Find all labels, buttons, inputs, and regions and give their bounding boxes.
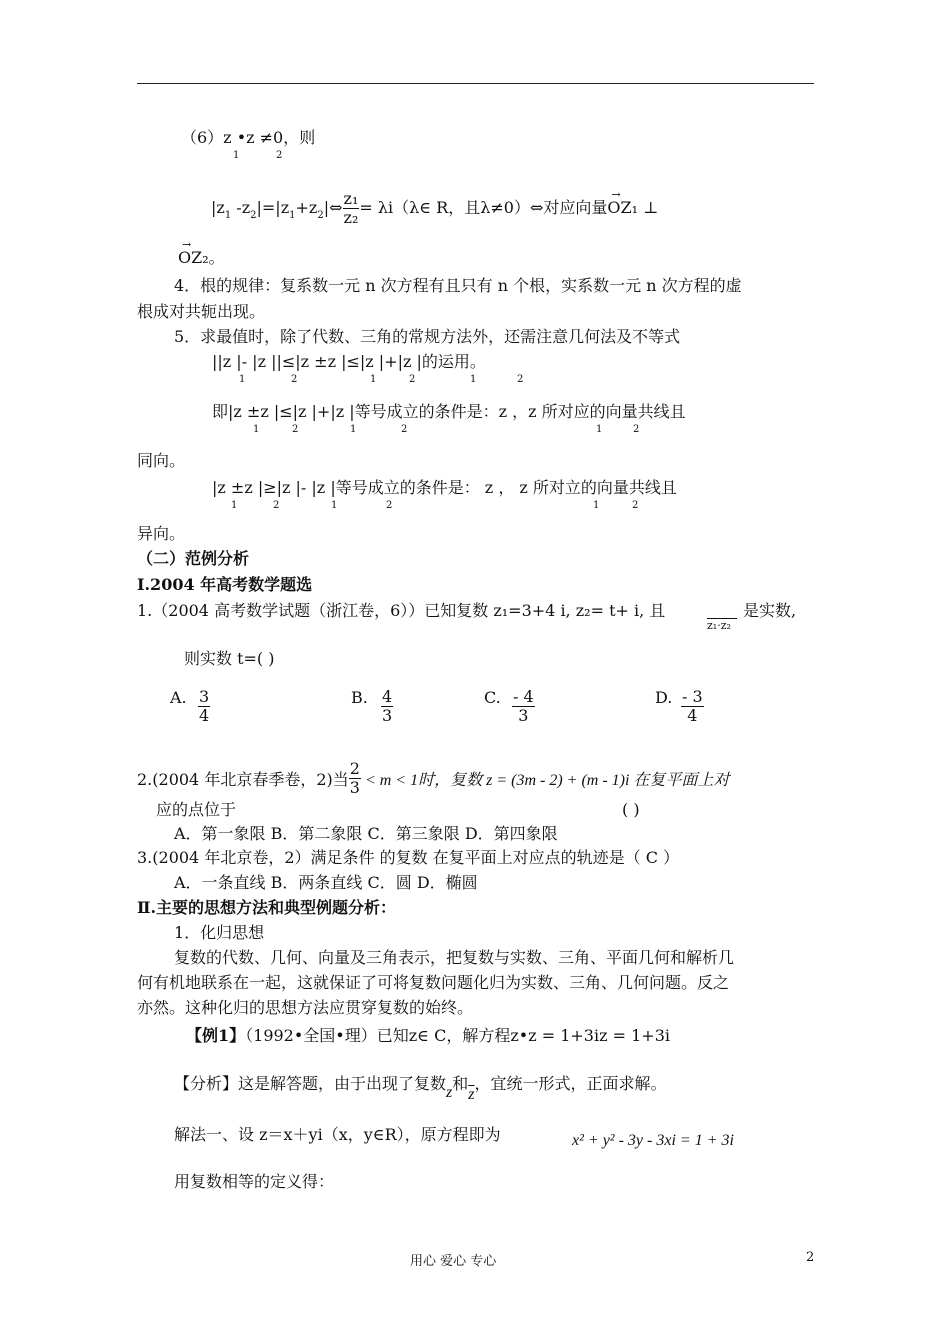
option-label: D.: [655, 688, 673, 707]
subscript-2: 2: [517, 374, 524, 385]
subscript-1: 1: [350, 424, 357, 435]
z-ratio-fraction: [343, 190, 360, 227]
subscript-2: 2: [291, 374, 298, 385]
fraction-numerator: z₁: [343, 189, 359, 208]
section-heading-examples: （二）范例分析: [137, 549, 250, 568]
analysis-text: 【分析】这是解答题，由于出现了复数: [174, 1074, 447, 1093]
fraction-numerator: 3: [199, 687, 210, 706]
option-label: B.: [351, 688, 368, 707]
analysis-line: [174, 1074, 667, 1103]
question-1-stem-end: 是实数,: [743, 601, 797, 620]
option-c-fraction: [512, 688, 535, 725]
equality-condition-opposite: |z ±z |≥|z |- |z |等号成立的条件是： z ， z 所对立的向量共线且: [212, 478, 677, 497]
perp-symbol: ⊥: [638, 198, 659, 217]
fraction-denominator: 4: [687, 706, 698, 725]
subscript-1: 1: [289, 210, 296, 221]
header-rule: [137, 83, 814, 84]
question-1-prompt: 则实数 t=( ): [184, 649, 275, 668]
subscript-2: 2: [386, 500, 393, 511]
option-c[interactable]: [484, 688, 501, 708]
eq-part-b: -z: [231, 198, 251, 217]
subscript-1: 1: [370, 374, 377, 385]
section-heading-methods: Ⅱ.主要的思想方法和典型例题分析：: [137, 898, 397, 917]
eq-part-c: |=|z: [256, 198, 290, 217]
fraction-denominator: z₂: [343, 208, 359, 227]
method-1-para-line1: 复数的代数、几何、向量及三角表示，把复数与实数、三角、平面几何和解析几: [174, 948, 735, 967]
question-1-text: 1.（2004 高考数学试题（浙江卷，6））已知复数 z₁=3+4 i, z₂= t+ i, 且: [137, 601, 666, 620]
fraction-numerator: - 3: [682, 687, 703, 706]
option-d-fraction: [681, 688, 704, 725]
option-a[interactable]: [170, 688, 187, 708]
subscript-2: 2: [633, 424, 640, 435]
subscript-1: 1: [224, 210, 232, 221]
section-heading-2004: Ⅰ.2004 年高考数学题选: [137, 575, 313, 594]
item-6-line: [181, 128, 315, 148]
example-1-text: （1992•全国•理）已知z∈ C，解方程z•z = 1+3iz = 1+3i: [245, 1026, 670, 1045]
subscript-2: 2: [273, 500, 280, 511]
opposite-direction-word: 异向。: [137, 524, 186, 543]
option-a-fraction: [198, 688, 210, 725]
question-2-text: 2.(2004 年北京春季卷，2)当: [137, 770, 349, 789]
fraction-numerator: 2: [349, 759, 360, 778]
question-2-condition: < m < 1时，复数 z = (3m - 2) + (m - 1)i 在复平面上对: [360, 772, 730, 789]
option-b-fraction: [381, 688, 393, 725]
footer-motto: 用心 爱心 专心: [410, 1254, 497, 1269]
subscript-2: 2: [317, 210, 324, 221]
page-number: 2: [806, 1250, 815, 1265]
period: 。: [208, 248, 225, 267]
same-direction-word: 同向。: [137, 451, 186, 470]
subscript-2: 2: [250, 210, 257, 221]
fraction-denominator: z₁·z₂: [707, 619, 731, 632]
equivalence-line: [211, 190, 658, 227]
subscript-1: 1: [233, 150, 240, 161]
vector-oz2-line: [178, 248, 225, 268]
question-2-options: A．第一象限 B．第二象限 C．第三象限 D．第四象限: [174, 824, 558, 843]
equality-condition-same: 即|z ±z |≤|z |+|z |等号成立的条件是：z ，z 所对应的向量共线且: [212, 402, 686, 421]
subscript-2: 2: [409, 374, 416, 385]
subscript-2: 2: [292, 424, 299, 435]
answer-paren: ( ): [622, 800, 640, 819]
method-1-para-line2: 何有机地联系在一起，这就保证了可将复数问题化归为实数、三角、几何问题。反之: [137, 973, 730, 992]
vector-oz2: → OZ₂: [178, 248, 209, 268]
subscript-1: 1: [470, 374, 477, 385]
solution-1-setup: 解法一、设 z＝x＋yi（x，y∈R），原方程即为: [174, 1125, 501, 1144]
eq-part-f: = λi（λ∈ R，且λ≠0）⇔对应向量: [359, 198, 608, 217]
fraction-numerator: - 4: [513, 687, 534, 706]
paragraph-4-line1: 4．根的规律：复系数一元 n 次方程有且只有 n 个根，实系数一元 n 次方程的虚: [174, 276, 742, 295]
solution-1-step: 用复数相等的定义得：: [174, 1172, 335, 1191]
subscript-1: 1: [231, 500, 238, 511]
fraction-denominator: 3: [349, 778, 360, 797]
option-label: A.: [170, 688, 187, 707]
paragraph-4-line2: 根成对共轭出现。: [137, 302, 266, 321]
subscript-1: 1: [596, 424, 603, 435]
analysis-and: 和: [452, 1074, 469, 1093]
eq-part-e: |⇔: [323, 198, 343, 217]
example-1: [186, 1026, 670, 1046]
inequality-line: ||z |- |z ||≤|z ±z |≤|z |+|z |的运用。: [212, 352, 486, 371]
fraction-denominator: 4: [199, 706, 210, 725]
question-3-stem: 3.(2004 年北京卷，2）满足条件 的复数 在复平面上对应点的轨迹是（ C ）: [137, 848, 680, 867]
eq-part-a: |z: [211, 198, 225, 217]
question-2-stem: [137, 759, 730, 799]
solution-1-equation: x² + y² - 3y - 3xi = 1 + 3i: [572, 1132, 734, 1149]
method-1-title: 1．化归思想: [174, 923, 265, 942]
question-2-stem-2: 应的点位于: [156, 800, 237, 819]
subscript-2: 2: [401, 424, 408, 435]
variable-z-conjugate: $\overline{z}$: [468, 1086, 475, 1103]
fraction-denominator: 3: [382, 706, 393, 725]
item-6-text: （6）z •z ≠0，则: [181, 128, 316, 147]
fraction-numerator: 4: [382, 687, 393, 706]
paragraph-5-line1: 5．求最值时，除了代数、三角的常规方法外，还需注意几何法及不等式: [174, 327, 681, 346]
subscript-1: 1: [253, 424, 260, 435]
two-thirds-fraction: [349, 760, 361, 797]
subscript-2: 2: [276, 150, 283, 161]
eq-part-d: +z: [295, 198, 318, 217]
method-1-para-line3: 亦然。这种化归的思想方法应贯穿复数的始终。: [137, 998, 474, 1017]
question-3-options: A．一条直线 B．两条直线 C．圆 D．椭圆: [174, 873, 478, 892]
question-1-stem: [137, 601, 665, 621]
option-b[interactable]: [351, 688, 368, 708]
question-1-fraction: [707, 604, 737, 633]
option-d[interactable]: [655, 688, 672, 708]
vector-oz1: → OZ₁: [607, 198, 638, 218]
option-label: C.: [484, 688, 501, 707]
analysis-tail: ，宜统一形式，正面求解。: [474, 1074, 667, 1093]
subscript-2: 2: [632, 500, 639, 511]
subscript-1: 1: [331, 500, 338, 511]
variable-z: z: [446, 1084, 453, 1101]
subscript-1: 1: [593, 500, 600, 511]
example-tag: 【例1】: [186, 1026, 246, 1045]
subscript-1: 1: [239, 374, 246, 385]
fraction-denominator: 3: [518, 706, 529, 725]
